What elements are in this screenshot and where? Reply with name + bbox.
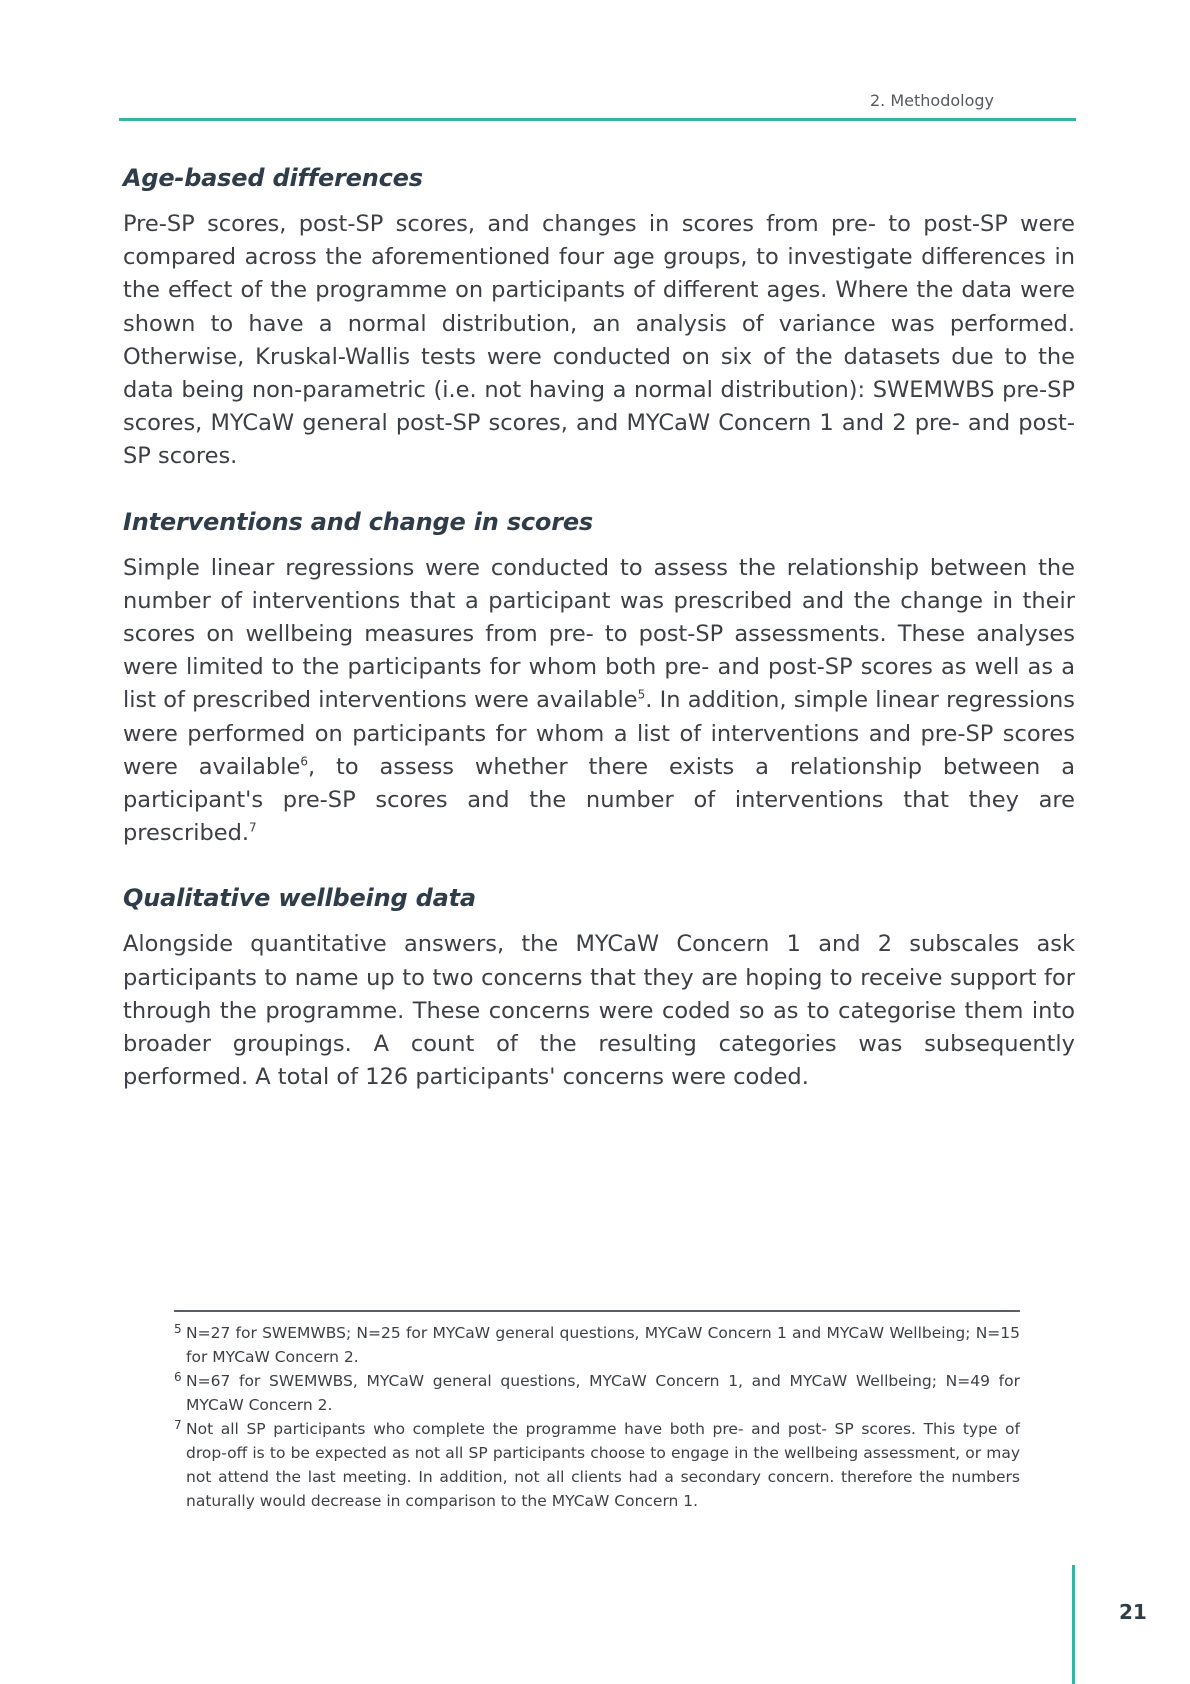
section-paragraph: Pre-SP scores, post-SP scores, and changes in scores from pre- to post-SP were compared across the aforementioned four age groups, to investigate differences in the effect of the programme on participants of different ages. Where the data were shown to have a normal distribution, an analysis of variance was performed. Otherwise, Kruskal-Wallis tests were conducted on six of the datasets due to the data being non-parametric (i.e. not having a normal distribution): SWEMWBS pre-SP scores, MYCaW general post-SP scores, and MYCaW Concern 1 and 2 pre- and post-SP scores.: [123, 211, 1075, 470]
paragraph-text: Simple linear regressions were conducted to assess the relationship between the number of interventions that a participant was prescribed and the change in their scores on wellbeing measures from pre- to post-SP assessments. These analyses were limited to the participants for whom both pre- and post-SP scores as well as a list of prescribed interventions were available: [123, 554, 1075, 714]
page-number-bar: [1072, 1565, 1075, 1684]
paragraph-text: . In addition, simple linear regressions were performed on participants for whom a list of interventions and pre-SP scores were available: [123, 687, 1075, 780]
footnote-number: 5: [174, 1322, 182, 1336]
footnote-number: 7: [174, 1418, 182, 1432]
section-paragraph: Alongside quantitative answers, the MYCaW Concern 1 and 2 subscales ask participants to name up to two concerns that they are hoping to receive support for through the programme. These concerns were coded so as to categorise them into broader groupings. A count of the resulting categories was subsequently performed. A total of 126 participants' concerns were coded.: [123, 931, 1075, 1091]
footnotes: [174, 1321, 1020, 1513]
footnote-ref[interactable]: 7: [249, 820, 257, 835]
section-paragraph: [123, 552, 1075, 851]
running-header: 2. Methodology: [869, 91, 994, 110]
footnote-ref[interactable]: 5: [637, 687, 646, 702]
section-age-based-differences: [123, 158, 1075, 474]
footnote-text: N=27 for SWEMWBS; N=25 for MYCaW general questions, MYCaW Concern 1 and MYCaW Wellbeing; N=15 for MYCaW Concern 2.: [186, 1324, 1020, 1366]
footnote-item: [174, 1321, 1020, 1369]
footnote-item: [174, 1417, 1020, 1513]
section-interventions: [123, 502, 1075, 851]
footnote-item: [174, 1369, 1020, 1417]
main-content: [123, 158, 1075, 1094]
section-heading: Age-based differences: [123, 164, 423, 192]
header-divider: [119, 118, 1076, 121]
paragraph-text: , to assess whether there exists a relationship between a participant's pre-SP scores and the number of interventions that they are prescribed.: [123, 753, 1075, 847]
page-number: 21: [1119, 1600, 1147, 1624]
footnote-ref[interactable]: 6: [300, 754, 308, 769]
section-heading: Interventions and change in scores: [123, 507, 594, 536]
footnote-text: N=67 for SWEMWBS, MYCaW general questions, MYCaW Concern 1, and MYCaW Wellbeing; N=49 for MYCaW Concern 2.: [186, 1372, 1020, 1414]
section-qualitative-wellbeing: [123, 878, 1075, 1094]
section-heading: Qualitative wellbeing data: [123, 884, 476, 913]
footnote-number: 6: [174, 1370, 182, 1384]
footnote-text: Not all SP participants who complete the programme have both pre- and post- SP scores. This type of drop-off is to be expected as not all SP participants choose to engage in the wellbeing assessment, or may not attend the last meeting. In addition, not all clients had a secondary concern. therefore the numbers naturally would decrease in comparison to the MYCaW Concern 1.: [186, 1420, 1020, 1510]
footnote-divider: [174, 1310, 1020, 1312]
